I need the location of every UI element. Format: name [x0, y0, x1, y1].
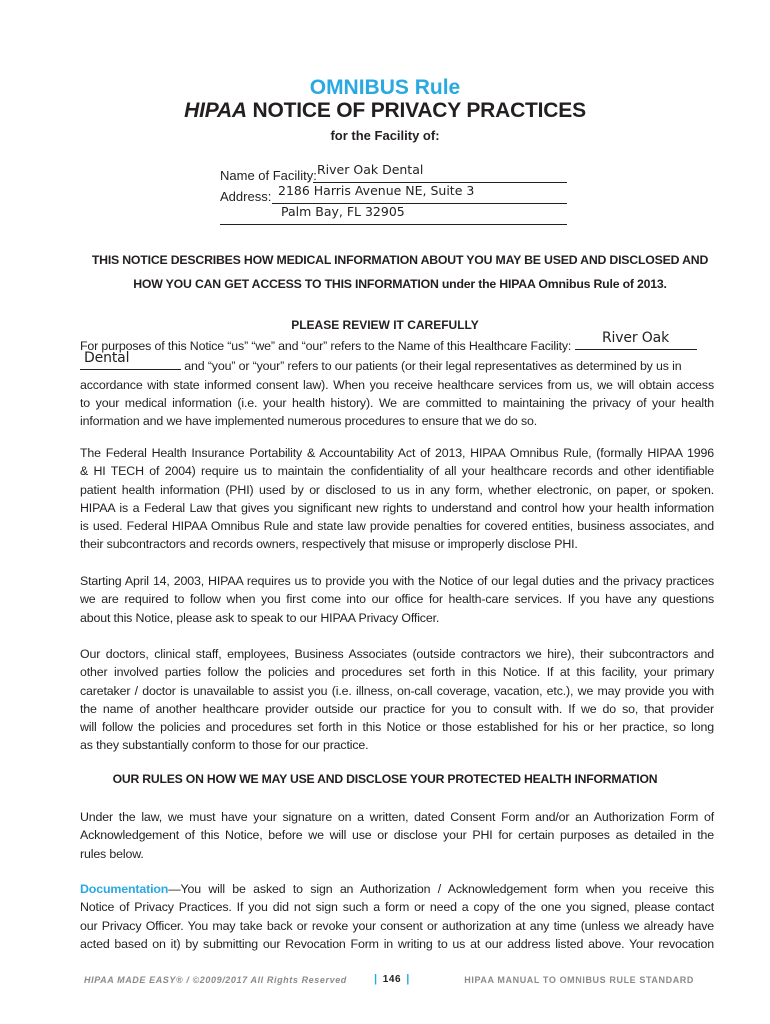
rule-title: OMNIBUS Rule — [309, 76, 461, 99]
para1-after-fill: and “you” or “your” refers to our patients (or their legal representatives as determined by us in — [184, 359, 682, 374]
notice-line-2: HOW YOU CAN GET ACCESS TO THIS INFORMATION under the HIPAA Omnibus Rule of 2013. — [133, 277, 667, 291]
facility-name-value: River Oak Dental — [317, 162, 424, 177]
para2-line: & HI TECH of 2004) require us to maintain the confidentiality of all your healthcare records and other identifiable — [80, 464, 714, 479]
para2-line: is used. Federal HIPAA Omnibus Rule and state law provide penalties for covered entities, business associates, and — [80, 519, 714, 534]
para4-line: other involved parties follow the policies and procedures set forth in this Notice. If at this facility, your primary — [80, 665, 714, 680]
title-rest: NOTICE OF PRIVACY PRACTICES — [246, 99, 586, 122]
para5-line: Acknowledgement of this Notice, before we will use or disclose your PHI for certain purposes as detailed in the — [80, 828, 714, 843]
para3-line: Starting April 14, 2003, HIPAA requires us to provide you with the Notice of our legal duties and the privacy practices — [80, 574, 714, 588]
paragraph-signature-law — [80, 808, 714, 863]
title-hipaa: HIPAA — [184, 99, 247, 122]
para1-line3: accordance with state informed consent law). When you receive healthcare services from us, we will obtain access — [80, 377, 714, 392]
rules-heading: OUR RULES ON HOW WE MAY USE AND DISCLOSE YOUR PROTECTED HEALTH INFORMATION — [112, 772, 658, 786]
address-line1-field[interactable] — [272, 185, 567, 204]
para1-line5: information and we have implemented numerous procedures to ensure that we do so. — [80, 414, 538, 429]
paragraph-federal-law — [80, 444, 714, 554]
para4-line: the name of another healthcare provider outside our practice for you to consult with. If we do so, that provider — [80, 701, 714, 716]
review-heading: PLEASE REVIEW IT CAREFULLY — [291, 318, 479, 332]
para5-line: rules below. — [80, 846, 144, 861]
footer-manual-title: HIPAA MANUAL TO OMNIBUS RULE STANDARD — [464, 975, 694, 985]
para6-line1 — [80, 880, 714, 898]
para2-line: HIPAA is a Federal Law that gives you significant new rights to understand and control how your health information — [80, 500, 714, 515]
paragraph-doctors-staff — [80, 645, 714, 755]
facility-name-inline-field[interactable] — [575, 330, 697, 350]
notice-line-1: THIS NOTICE DESCRIBES HOW MEDICAL INFORMATION ABOUT YOU MAY BE USED AND DISCLOSED AND — [91, 253, 709, 267]
para6-line1-rest: —You will be asked to sign an Authorization / Acknowledgement form when you receive this — [168, 882, 714, 896]
para6-line: acted based on it) by submitting our Revocation Form in writing to us at our address listed above. Your revocation — [80, 936, 714, 951]
address-line1-value: 2186 Harris Avenue NE, Suite 3 — [278, 183, 475, 198]
document-title — [0, 99, 770, 123]
footer-copyright: HIPAA MADE EASY® / ©2009/2017 All Rights Reserved — [84, 975, 347, 985]
notice-heading — [80, 248, 720, 296]
para4-line: Our doctors, clinical staff, employees, Business Associates (outside contractors we hire), their subcontractors and — [80, 647, 714, 661]
facility-name-label: Name of Facility: — [220, 168, 317, 183]
para4-line: caretaker / doctor is unavailable to assist you (i.e. illness, on-call coverage, vacation, etc.), we may provide you with — [80, 683, 714, 698]
address-line2-value: Palm Bay, FL 32905 — [281, 204, 405, 219]
footer-page-number-box: | 146 | — [374, 973, 410, 985]
paragraph-starting-april — [80, 572, 714, 627]
para1-lead: For purposes of this Notice “us” “we” and “our” refers to the Name of this Healthcare Facility: — [80, 339, 572, 353]
page-number: 146 — [382, 974, 402, 985]
address-line2-field[interactable] — [220, 206, 567, 225]
para2-line: The Federal Health Insurance Portability & Accountability Act of 2013, HIPAA Omnibus Rule, (formally HIPAA 1996 — [80, 446, 714, 460]
para6-line: Notice of Privacy Practices. If you did not sign such a form or need a copy of the one you signed, please contact — [80, 900, 714, 915]
para6-line: our Privacy Officer. You may take back or revoke your consent or authorization at any time (unless we already have — [80, 918, 714, 933]
facility-name-inline-part2: Dental — [84, 350, 130, 367]
paragraph-documentation — [80, 880, 714, 953]
page-footer — [84, 973, 694, 989]
para3-line: we are required to follow when you first come into our office for health-care services. If you have any questions — [80, 592, 714, 607]
para2-line: patient health information (PHI) used by or disclosed to us in any form, whether electronic, on paper, or spoken. — [80, 482, 714, 497]
document-subtitle: for the Facility of: — [330, 128, 440, 143]
para4-line: will follow the policies and procedures set forth in this Notice or those established for his or her practice, so long — [80, 720, 714, 735]
para3-line: about this Notice, please ask to speak to our HIPAA Privacy Officer. — [80, 610, 440, 625]
para1-line4: to your medical information (i.e. your health history). We are committed to maintaining the privacy of your health — [80, 395, 714, 410]
documentation-label: Documentation — [80, 882, 169, 896]
paragraph-purpose — [80, 330, 714, 430]
facility-name-inline-field-2[interactable] — [80, 350, 181, 370]
para2-line: their subcontractors and records owners, respectively that misuse or improperly disclose PHI. — [80, 537, 578, 552]
para5-line: Under the law, we must have your signature on a written, dated Consent Form and/or an Authorization Form of — [80, 810, 714, 824]
para1-line2 — [80, 350, 714, 375]
facility-name-inline-part1: River Oak — [601, 330, 670, 346]
address-label: Address: — [220, 189, 272, 204]
facility-name-field[interactable] — [313, 164, 567, 183]
para4-line: as they substantially conform to those for our practice. — [80, 738, 369, 753]
